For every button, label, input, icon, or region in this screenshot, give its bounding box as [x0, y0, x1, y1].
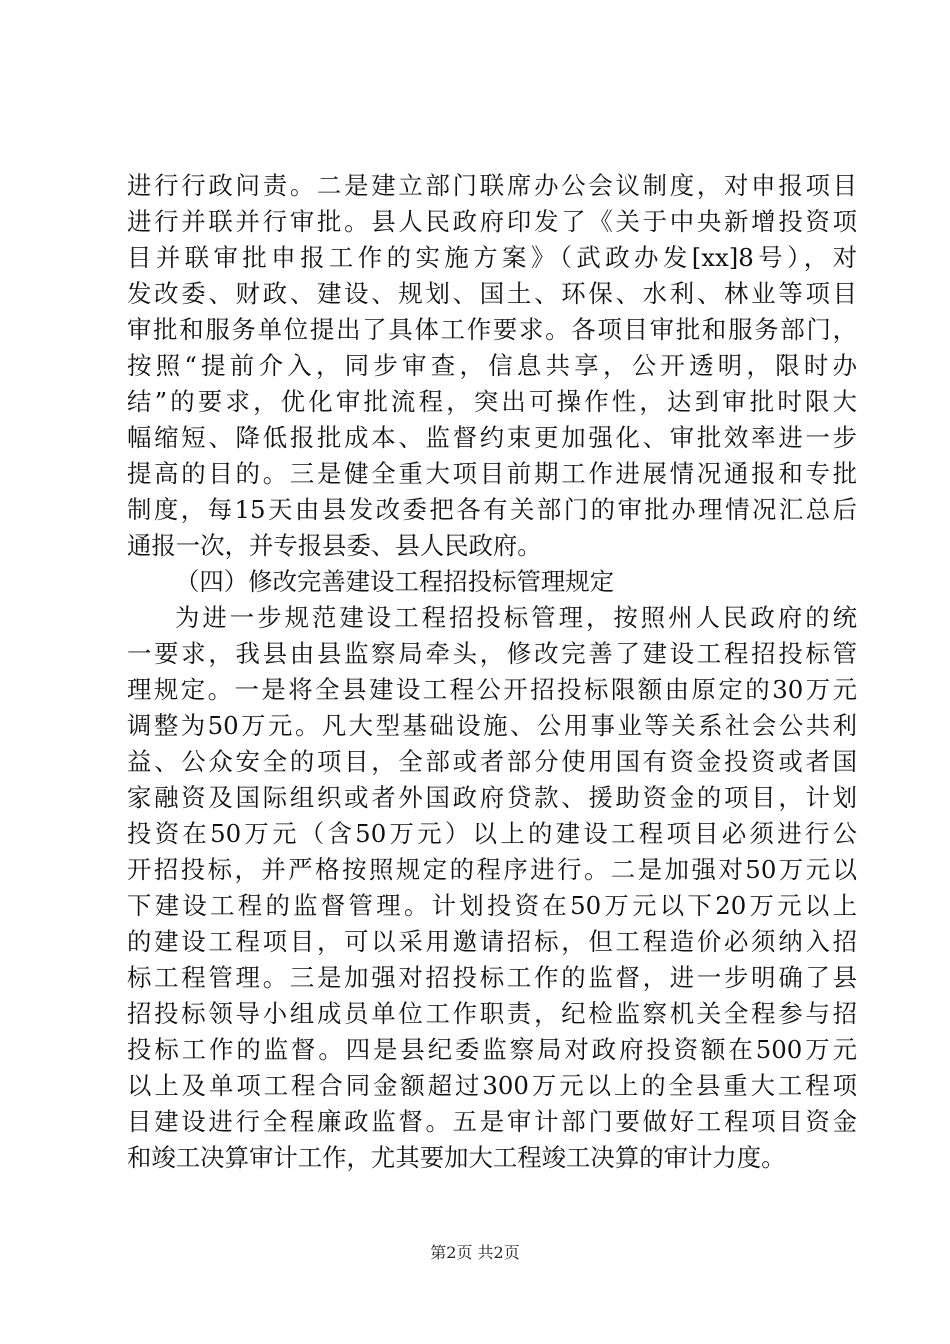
text-line: 发改委、财政、建设、规划、国土、环保、水利、林业等项目	[127, 279, 857, 308]
text-line: 审批和服务单位提出了具体工作要求。各项目审批和服务部门，	[127, 315, 857, 344]
text-line: 投标工作的监督。四是县纪委监察局对政府投资额在500万元	[127, 1035, 857, 1064]
text-line: 目建设进行全程廉政监督。五是审计部门要做好工程项目资金	[127, 1107, 857, 1136]
paragraph-2	[127, 600, 857, 1176]
text-line: 制度，每15天由县发改委把各有关部门的审批办理情况汇总后	[127, 495, 857, 524]
text-line: 标工程管理。三是加强对招投标工作的监督，进一步明确了县	[127, 963, 857, 992]
text-line: 结”的要求，优化审批流程，突出可操作性，达到审批时限大	[127, 387, 857, 416]
text-line: 目并联审批申报工作的实施方案》（武政办发[xx]8号），对	[127, 243, 857, 272]
text-line: 开招投标，并严格按照规定的程序进行。二是加强对50万元以	[127, 855, 857, 884]
text-line: 和竣工决算审计工作，尤其要加大工程竣工决算的审计力度。	[127, 1143, 786, 1172]
text-line: 通报一次，并专报县委、县人民政府。	[127, 531, 542, 560]
text-line: 的建设工程项目，可以采用邀请招标，但工程造价必须纳入招	[127, 927, 857, 956]
text-line: 进行并联并行审批。县人民政府印发了《关于中央新增投资项	[127, 207, 857, 236]
text-line: 家融资及国际组织或者外国政府贷款、援助资金的项目，计划	[127, 783, 857, 812]
page-footer	[0, 1243, 950, 1263]
text-line: 为进一步规范建设工程招投标管理，按照州人民政府的统	[175, 603, 857, 632]
text-line: 进行行政问责。二是建立部门联席办公会议制度，对申报项目	[127, 171, 857, 200]
text-line: 投资在50万元（含50万元）以上的建设工程项目必须进行公	[127, 819, 857, 848]
text-line: 招投标领导小组成员单位工作职责，纪检监察机关全程参与招	[127, 999, 857, 1028]
section-heading: （四）修改完善建设工程招投标管理规定	[175, 567, 615, 596]
document-body	[127, 168, 857, 1176]
text-line: 按照“提前介入，同步审查，信息共享，公开透明，限时办	[127, 351, 857, 380]
text-line: 调整为50万元。凡大型基础设施、公用事业等关系社会公共利	[127, 711, 857, 740]
text-line: 以上及单项工程合同金额超过300万元以上的全县重大工程项	[127, 1071, 857, 1100]
text-line: 下建设工程的监督管理。计划投资在50万元以下20万元以上	[127, 891, 857, 920]
text-line: 理规定。一是将全县建设工程公开招投标限额由原定的30万元	[127, 675, 857, 704]
text-line: 益、公众安全的项目，全部或者部分使用国有资金投资或者国	[127, 747, 857, 776]
text-line: 提高的目的。三是健全重大项目前期工作进展情况通报和专批	[127, 459, 857, 488]
paragraph-1	[127, 168, 857, 564]
text-line: 幅缩短、降低报批成本、监督约束更加强化、审批效率进一步	[127, 423, 857, 452]
page-number: 第2页 共2页	[430, 1243, 520, 1262]
text-line: 一要求，我县由县监察局牵头，修改完善了建设工程招投标管	[127, 639, 857, 668]
